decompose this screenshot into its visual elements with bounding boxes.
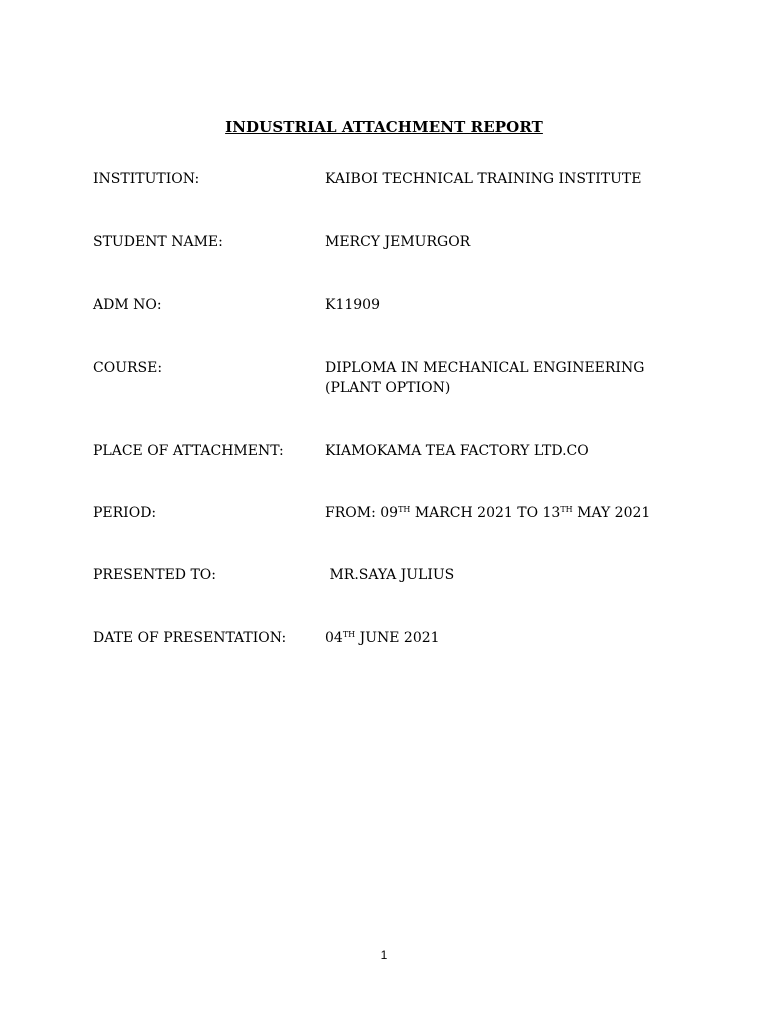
period-from-sup: TH: [398, 505, 411, 514]
adm-no-label: ADM NO:: [93, 297, 162, 313]
date-rest: JUNE 2021: [355, 630, 440, 646]
date-day: 04: [325, 630, 343, 646]
course-value-line2: (PLANT OPTION): [325, 380, 451, 396]
student-name-label: STUDENT NAME:: [93, 234, 223, 250]
date-label: DATE OF PRESENTATION:: [93, 630, 287, 646]
period-label: PERIOD:: [93, 505, 157, 521]
course-value-line1: DIPLOMA IN MECHANICAL ENGINEERING: [325, 360, 645, 376]
course-value: [325, 358, 695, 398]
adm-no-value: K11909: [325, 297, 380, 313]
institution-value: KAIBOI TECHNICAL TRAINING INSTITUTE: [325, 171, 642, 187]
presented-to-label: PRESENTED TO:: [93, 567, 217, 583]
period-to-rest: MAY 2021: [572, 505, 651, 521]
page-number: 1: [380, 948, 388, 962]
period-value: [325, 503, 695, 523]
place-label: PLACE OF ATTACHMENT:: [93, 443, 284, 459]
date-day-sup: TH: [342, 630, 356, 639]
period-from-prefix: FROM: 09: [325, 505, 399, 521]
presented-to-value: MR.SAYA JULIUS: [325, 567, 455, 583]
place-value: KIAMOKAMA TEA FACTORY LTD.CO: [325, 443, 589, 459]
date-value: [325, 628, 695, 648]
institution-label: INSTITUTION:: [93, 171, 200, 187]
period-to-sup: TH: [560, 505, 573, 514]
course-label: COURSE:: [93, 360, 163, 376]
period-from-rest: MARCH 2021 TO 13: [410, 505, 561, 521]
report-title: INDUSTRIAL ATTACHMENT REPORT: [225, 118, 543, 136]
student-name-value: MERCY JEMURGOR: [325, 234, 471, 250]
